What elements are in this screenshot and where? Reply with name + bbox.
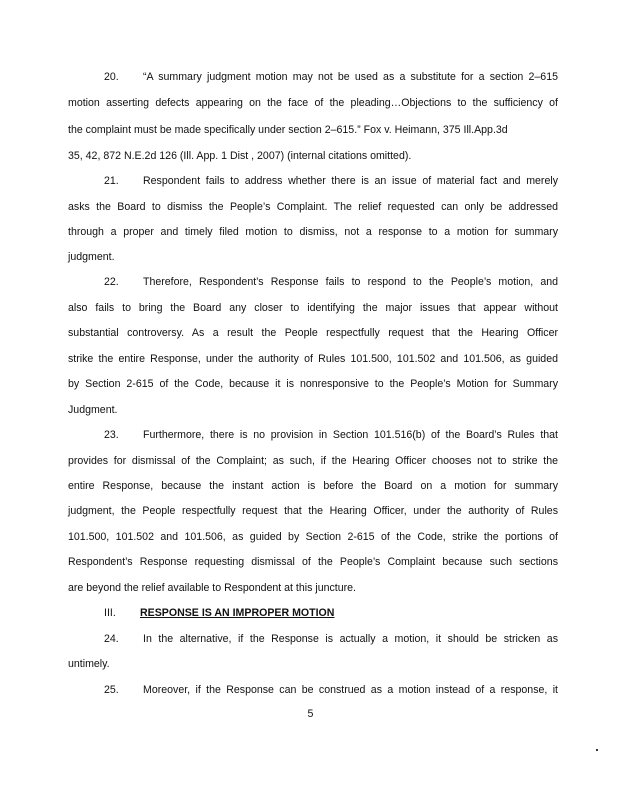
paragraph-number: 25.: [104, 684, 119, 696]
paragraph-24-line-1: 24. In the alternative, if the Response is actually a motion, it should be stricken as: [104, 633, 558, 645]
paragraph-22-line-6: Judgment.: [68, 404, 118, 416]
paragraph-22-line-5: by Section 2-615 of the Code, because it is nonresponsive to the People’s Motion for Summary: [68, 378, 558, 390]
paragraph-20-line-4: 35, 42, 872 N.E.2d 126 (Ill. App. 1 Dist , 2007) (internal citations omitted).: [68, 150, 412, 162]
paragraph-23-line-4: judgment, the People respectfully request that the Hearing Officer, under the authority of Rules: [68, 505, 558, 517]
paragraph-number: 22.: [104, 276, 119, 288]
section-number: III.: [104, 607, 116, 619]
paragraph-number: 21.: [104, 175, 119, 187]
paragraph-20-line-1: 20. “A summary judgment motion may not be used as a substitute for a section 2–615: [104, 71, 558, 83]
paragraph-22-line-1: 22. Therefore, Respondent’s Response fails to respond to the People’s motion, and: [104, 276, 558, 288]
scan-artifact: [596, 749, 598, 751]
paragraph-22-line-3: substantial controversy. As a result the People respectfully request that the Hearing Officer: [68, 327, 558, 339]
paragraph-22-line-4: strike the entire Response, under the authority of Rules 101.500, 101.502 and 101.506, as guided: [68, 353, 558, 365]
paragraph-20-line-3: the complaint must be made specifically under section 2–615.” Fox v. Heimann, 375 Ill.App.3d: [68, 124, 508, 136]
paragraph-21-line-4: judgment.: [68, 251, 115, 263]
section-heading: [104, 607, 558, 620]
paragraph-20-line-2: motion asserting defects appearing on the face of the pleading…Objections to the sufficiency of: [68, 97, 558, 109]
paragraph-23-line-1: 23. Furthermore, there is no provision in Section 101.516(b) of the Board’s Rules that: [104, 429, 558, 441]
paragraph-24-line-2: untimely.: [68, 658, 110, 670]
paragraph-25-line-1: 25. Moreover, if the Response can be construed as a motion instead of a response, it: [104, 684, 558, 696]
paragraph-23-line-3: entire Response, because the instant action is before the Board on a motion for summary: [68, 480, 558, 492]
paragraph-21-line-1: 21. Respondent fails to address whether there is an issue of material fact and merely: [104, 175, 558, 187]
paragraph-22-line-2: also fails to bring the Board any closer to identifying the major issues that appear without: [68, 302, 558, 314]
paragraph-23-line-7: are beyond the relief available to Respondent at this juncture.: [68, 582, 356, 594]
section-title: RESPONSE IS AN IMPROPER MOTION: [140, 607, 335, 619]
page-number: 5: [307, 708, 314, 720]
paragraph-number: 20.: [104, 71, 119, 83]
paragraph-number: 23.: [104, 429, 119, 441]
paragraph-23-line-2: provides for dismissal of the Complaint; as such, if the Hearing Officer chooses not to strike the: [68, 455, 558, 467]
paragraph-number: 24.: [104, 633, 119, 645]
paragraph-21-line-3: through a proper and timely filed motion to dismiss, not a response to a motion for summary: [68, 226, 558, 238]
paragraph-23-line-5: 101.500, 101.502 and 101.506, as guided by Section 2-615 of the Code, strike the portions of: [68, 531, 558, 543]
paragraph-21-line-2: asks the Board to dismiss the People’s Complaint. The relief requested can only be addressed: [68, 201, 558, 213]
paragraph-23-line-6: Respondent’s Response requesting dismissal of the People’s Complaint because such sections: [68, 556, 558, 568]
